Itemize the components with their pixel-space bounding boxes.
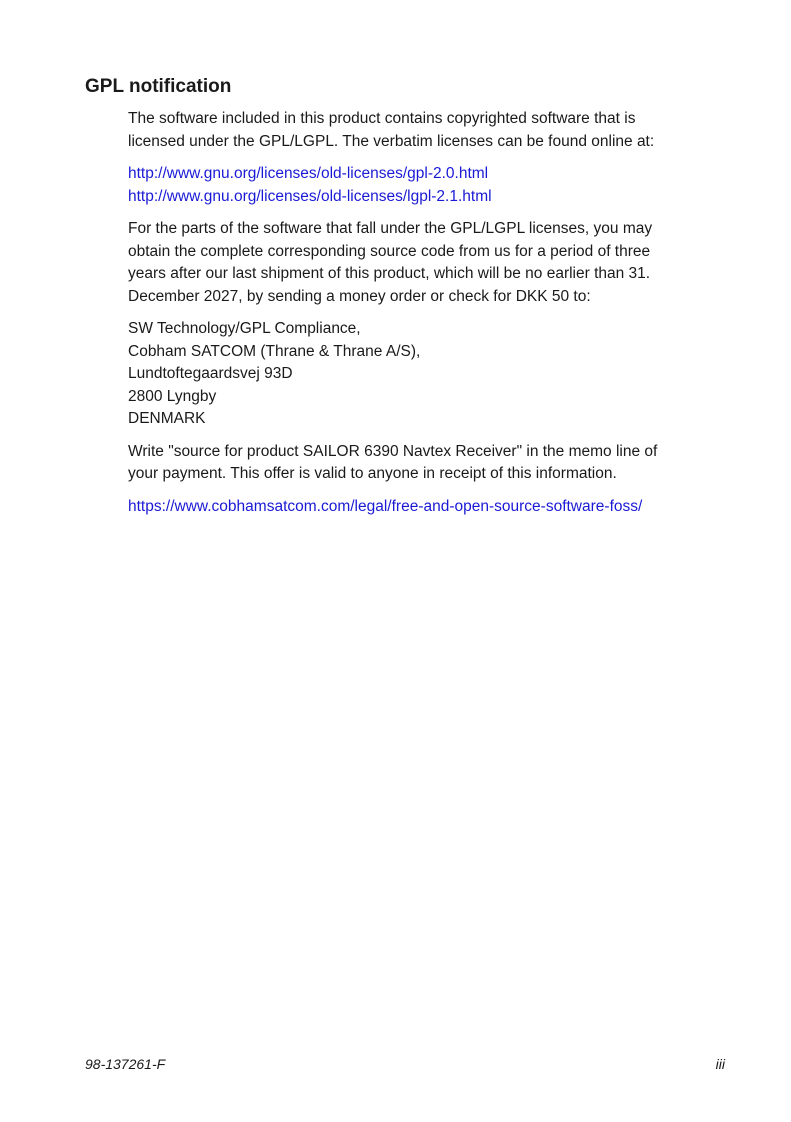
license-links — [128, 163, 728, 208]
foss-link-paragraph — [128, 496, 728, 519]
document-number: 98-137261-F — [85, 1056, 166, 1072]
source-offer-paragraph — [128, 218, 728, 308]
intro-line: The software included in this product contains copyrighted software that is — [128, 110, 636, 127]
source-offer-line: obtain the complete corresponding source code from us for a period of three — [128, 242, 651, 260]
page-number: iii — [715, 1056, 725, 1072]
memo-note-line: your payment. This offer is valid to anyone in receipt of this information. — [128, 465, 617, 482]
address-line: SW Technology/GPL Compliance, — [128, 320, 361, 337]
source-offer-line: December 2027, by sending a money order or check for DKK 50 to: — [128, 287, 591, 305]
memo-note-line: Write "source for product SAILOR 6390 Navtex Receiver" in the memo line of — [128, 442, 658, 460]
intro-paragraph — [128, 108, 728, 153]
section-heading: GPL notification — [85, 76, 232, 97]
intro-line: licensed under the GPL/LGPL. The verbatim licenses can be found online at: — [128, 132, 655, 150]
address-line: DENMARK — [128, 410, 206, 427]
address-line: 2800 Lyngby — [128, 387, 217, 405]
address-line: Lundtoftegaardsvej 93D — [128, 365, 293, 382]
gpl-license-link[interactable]: http://www.gnu.org/licenses/old-licenses/gpl-2.0.html — [128, 165, 489, 182]
memo-note-paragraph — [128, 441, 728, 486]
lgpl-license-link[interactable]: http://www.gnu.org/licenses/old-licenses/lgpl-2.1.html — [128, 187, 492, 205]
source-offer-line: years after our last shipment of this product, which will be no earlier than 31. — [128, 265, 651, 282]
section-body — [128, 108, 728, 528]
source-offer-line: For the parts of the software that fall under the GPL/LGPL licenses, you may — [128, 220, 653, 237]
address-line: Cobham SATCOM (Thrane & Thrane A/S), — [128, 342, 421, 360]
mailing-address — [128, 318, 728, 431]
foss-link[interactable]: https://www.cobhamsatcom.com/legal/free-and-open-source-software-foss/ — [128, 497, 643, 515]
